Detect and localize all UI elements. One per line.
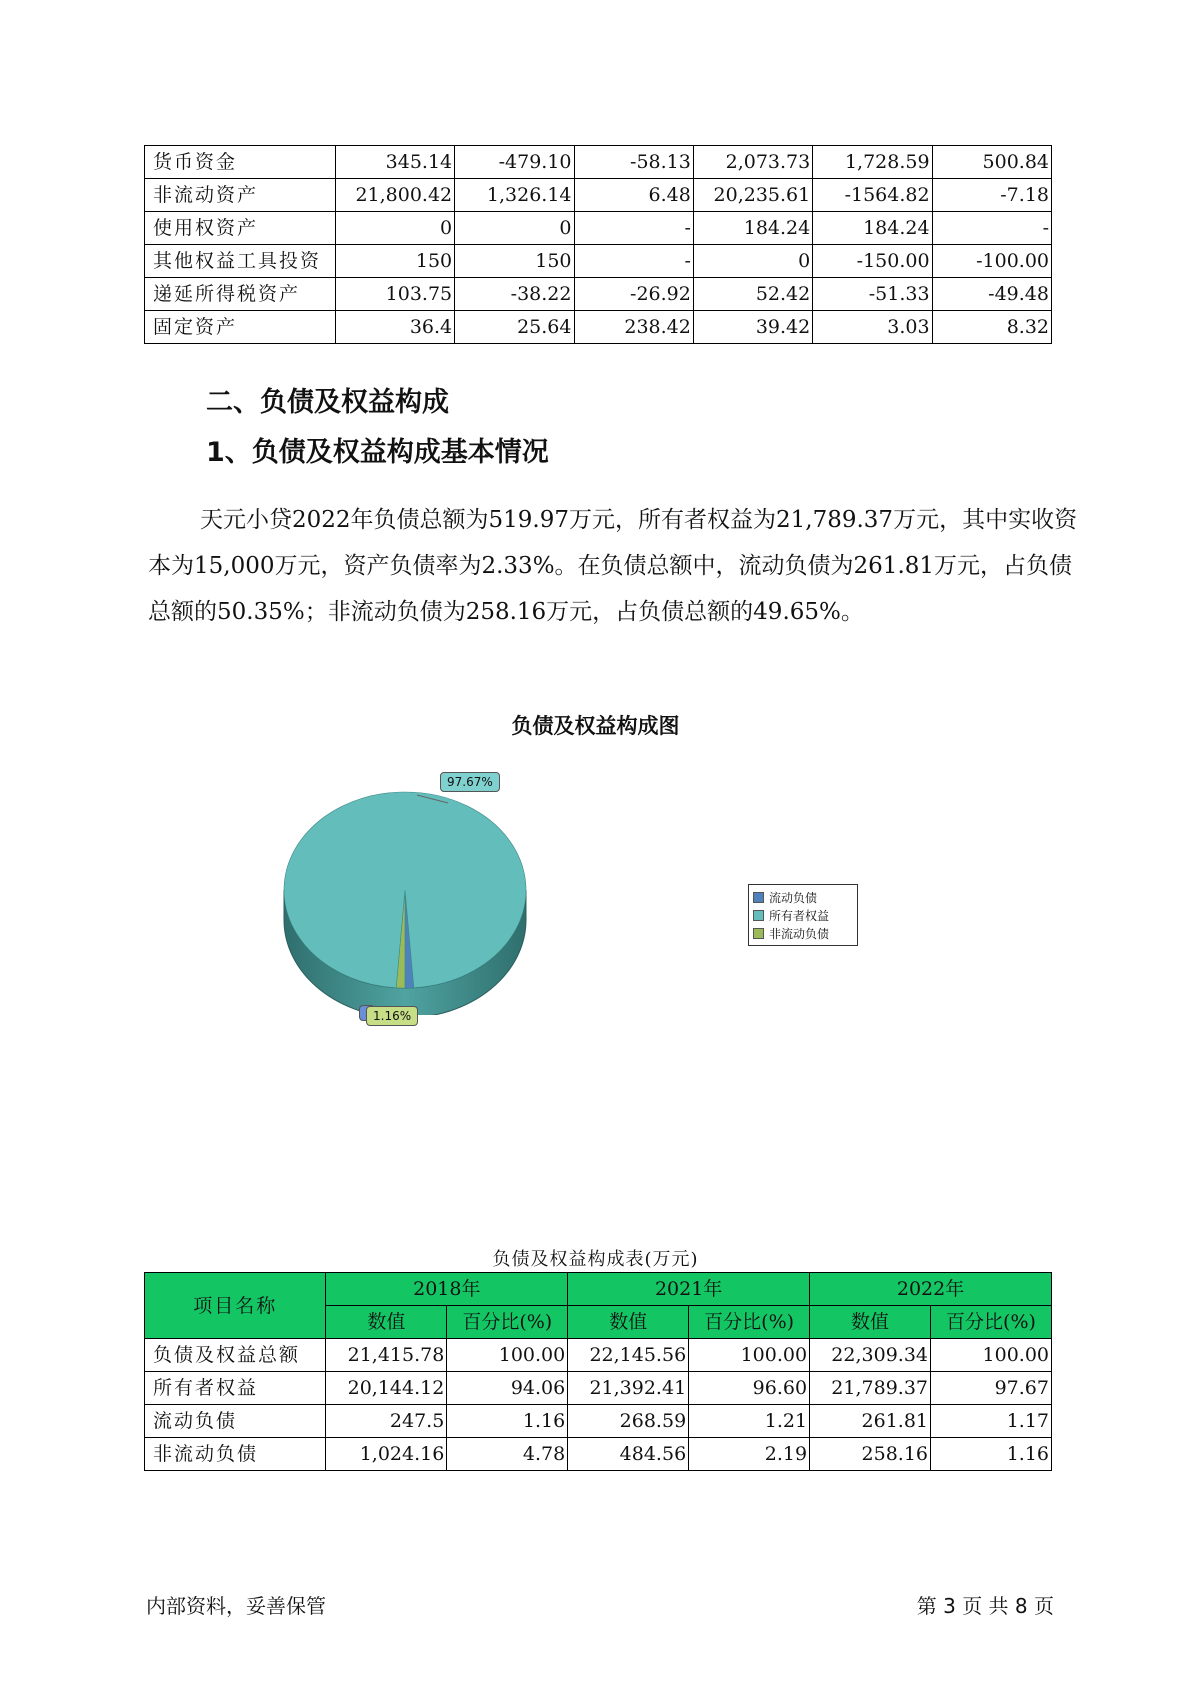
table-cell: 2,073.73: [693, 146, 812, 179]
legend-label: 所有者权益: [769, 908, 830, 923]
table-cell: 258.16: [810, 1438, 931, 1471]
table-cell: 52.42: [693, 278, 812, 311]
table-row: [145, 1405, 1052, 1438]
table-cell: 100.00: [447, 1339, 568, 1372]
value-header: 数值: [568, 1306, 689, 1339]
table-cell: -7.18: [932, 179, 1051, 212]
legend-item-noncurrent-liabilities: [753, 924, 853, 942]
table-cell: 238.42: [574, 311, 693, 344]
table-cell: -150.00: [813, 245, 932, 278]
table-cell: 184.24: [813, 212, 932, 245]
subsection-heading: 1、负债及权益构成基本情况: [206, 437, 549, 468]
table-cell: 36.4: [335, 311, 454, 344]
percent-header: 百分比(%): [447, 1306, 568, 1339]
legend-label: 非流动负债: [769, 926, 830, 941]
table-cell: 21,415.78: [326, 1339, 447, 1372]
table-cell: 8.32: [932, 311, 1051, 344]
table-row: [145, 1438, 1052, 1471]
table-cell: -51.33: [813, 278, 932, 311]
asset-change-table: [144, 145, 1052, 344]
year-header: 2018年: [326, 1273, 568, 1306]
table-cell: 94.06: [447, 1372, 568, 1405]
table-cell: 345.14: [335, 146, 454, 179]
table-cell: 22,145.56: [568, 1339, 689, 1372]
legend-item-owner-equity: [753, 906, 853, 924]
legend-swatch: [753, 928, 764, 939]
legend-swatch: [753, 910, 764, 921]
footer-page-number: 第 3 页 共 8 页: [916, 1594, 1054, 1618]
data-label-owner-equity: 97.67%: [440, 772, 500, 792]
legend-item-current-liabilities: [753, 888, 853, 906]
table-row: [145, 278, 1052, 311]
value-header: 数值: [810, 1306, 931, 1339]
table-cell: 20,235.61: [693, 179, 812, 212]
asset-change-table-body: [145, 146, 1052, 344]
table-cell: 184.24: [693, 212, 812, 245]
table-cell: 247.5: [326, 1405, 447, 1438]
table-cell: 100.00: [931, 1339, 1052, 1372]
table-cell: -58.13: [574, 146, 693, 179]
table-cell: -: [574, 212, 693, 245]
table-cell: 0: [693, 245, 812, 278]
table-cell: 21,392.41: [568, 1372, 689, 1405]
table-cell: 500.84: [932, 146, 1051, 179]
table-cell: -1564.82: [813, 179, 932, 212]
row-label: 流动负债: [145, 1405, 326, 1438]
row-label: 货币资金: [145, 146, 336, 179]
table-cell: 97.67: [931, 1372, 1052, 1405]
table-cell: 0: [455, 212, 574, 245]
table-cell: -26.92: [574, 278, 693, 311]
row-label: 递延所得税资产: [145, 278, 336, 311]
table-cell: 0: [335, 212, 454, 245]
table-cell: 96.60: [689, 1372, 810, 1405]
row-label: 所有者权益: [145, 1372, 326, 1405]
table-cell: 25.64: [455, 311, 574, 344]
chart-legend: [748, 884, 858, 946]
legend-swatch: [753, 892, 764, 903]
chart-title: 负债及权益构成图: [511, 714, 680, 738]
row-label: 使用权资产: [145, 212, 336, 245]
table-cell: 4.78: [447, 1438, 568, 1471]
table-row: [145, 1339, 1052, 1372]
table-cell: -: [932, 212, 1051, 245]
table-cell: 1,024.16: [326, 1438, 447, 1471]
item-name-header: 项目名称: [145, 1273, 326, 1339]
table-cell: 20,144.12: [326, 1372, 447, 1405]
table-cell: 3.03: [813, 311, 932, 344]
table-cell: 268.59: [568, 1405, 689, 1438]
table-cell: 100.00: [689, 1339, 810, 1372]
table-cell: 1.17: [931, 1405, 1052, 1438]
table-cell: -: [574, 245, 693, 278]
table-cell: 261.81: [810, 1405, 931, 1438]
table-cell: 150: [455, 245, 574, 278]
table-cell: 6.48: [574, 179, 693, 212]
table-row: [145, 1372, 1052, 1405]
pie-chart: [280, 755, 530, 1015]
footer-confidential-note: 内部资料，妥善保管: [146, 1594, 326, 1618]
row-label: 非流动负债: [145, 1438, 326, 1471]
summary-paragraph: 天元小贷2022年负债总额为519.97万元，所有者权益为21,789.37万元，其中实收资本为15,000万元，资产负债率为2.33%。在负债总额中，流动负债为261.81万元，占负债总额的50.35%；非流动负债为258.16万元，占负债总额的49.65%。: [148, 507, 1078, 625]
table-row: [145, 311, 1052, 344]
table-cell: 21,789.37: [810, 1372, 931, 1405]
liability-equity-table-body: [145, 1339, 1052, 1471]
table-cell: 39.42: [693, 311, 812, 344]
table-cell: 1.16: [447, 1405, 568, 1438]
row-label: 非流动资产: [145, 179, 336, 212]
year-header: 2022年: [810, 1273, 1052, 1306]
table-cell: -49.48: [932, 278, 1051, 311]
row-label: 负债及权益总额: [145, 1339, 326, 1372]
percent-header: 百分比(%): [931, 1306, 1052, 1339]
table-row: [145, 146, 1052, 179]
value-header: 数值: [326, 1306, 447, 1339]
table-cell: 1.16: [931, 1438, 1052, 1471]
section-heading: 二、负债及权益构成: [206, 387, 449, 418]
table-caption: 负债及权益构成表(万元): [492, 1249, 699, 1270]
header-row-years: [145, 1273, 1052, 1306]
table-cell: 1,326.14: [455, 179, 574, 212]
table-cell: 1,728.59: [813, 146, 932, 179]
table-cell: 1.21: [689, 1405, 810, 1438]
table-cell: -38.22: [455, 278, 574, 311]
data-label-noncurrent-liabilities: 1.16%: [366, 1006, 418, 1026]
table-cell: 484.56: [568, 1438, 689, 1471]
table-cell: 21,800.42: [335, 179, 454, 212]
row-label: 固定资产: [145, 311, 336, 344]
table-cell: -479.10: [455, 146, 574, 179]
table-row: [145, 179, 1052, 212]
table-row: [145, 212, 1052, 245]
table-cell: 2.19: [689, 1438, 810, 1471]
table-row: [145, 245, 1052, 278]
year-header: 2021年: [568, 1273, 810, 1306]
legend-label: 流动负债: [769, 890, 818, 905]
liability-equity-table: [144, 1272, 1052, 1471]
table-cell: 22,309.34: [810, 1339, 931, 1372]
table-cell: 150: [335, 245, 454, 278]
table-cell: -100.00: [932, 245, 1051, 278]
row-label: 其他权益工具投资: [145, 245, 336, 278]
pie-slices: [284, 792, 526, 988]
table-cell: 103.75: [335, 278, 454, 311]
percent-header: 百分比(%): [689, 1306, 810, 1339]
